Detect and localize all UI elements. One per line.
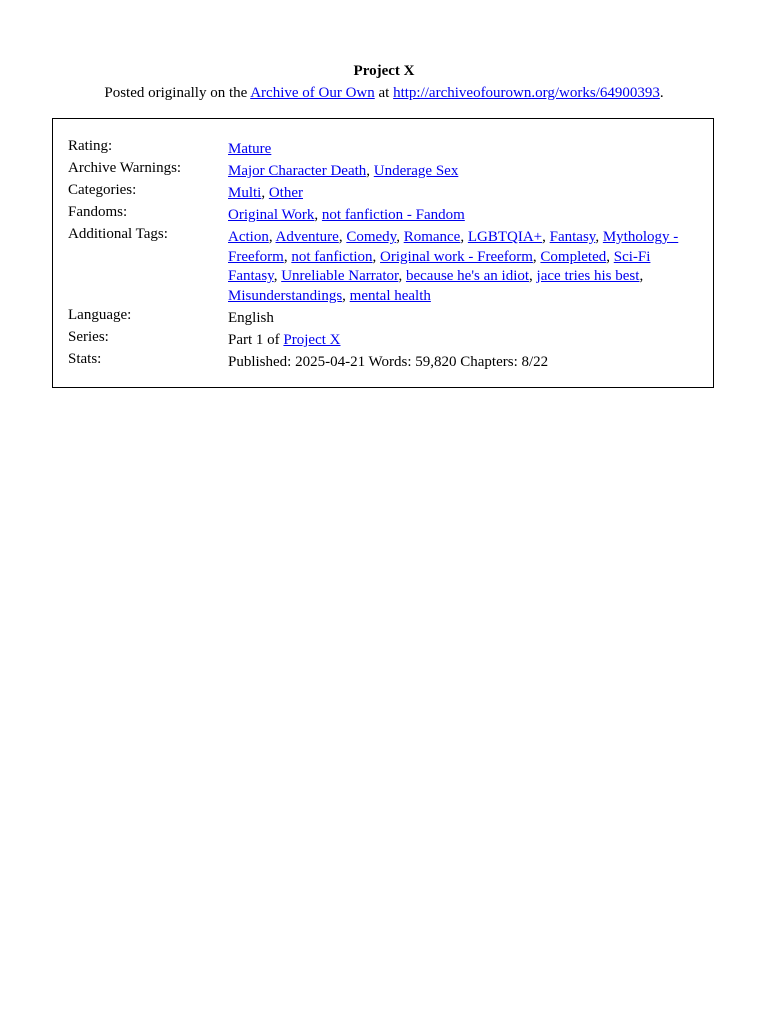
warnings-tags: Major Character Death, Underage Sex — [228, 163, 459, 179]
work-meta-box — [52, 118, 714, 388]
work-url-link[interactable]: http://archiveofourown.org/works/64900393 — [393, 84, 660, 101]
tag-link[interactable]: jace tries his best — [536, 268, 640, 284]
tag-link[interactable]: Original Work — [228, 207, 315, 223]
meta-row-stats — [68, 350, 698, 372]
stats-label: Stats: — [68, 351, 102, 367]
tag-link[interactable]: not fanfiction - Fandom — [321, 207, 465, 223]
additional-tags: Action, Adventure, Comedy, Romance, LGBTQIA+, Fantasy, Mythology - Freeform, not fanfiction, Original work - Freeform, Completed, Sci-Fi Fantasy, Unreliable Narrator, because he's an idiot, jace tries his best, Misunderstandings, mental health — [228, 229, 679, 304]
meta-row-rating — [68, 137, 698, 159]
posted-originally-line — [0, 84, 768, 104]
tag-link[interactable]: because he's an idiot — [405, 268, 530, 284]
additional-tags-label: Additional Tags: — [68, 226, 168, 242]
tag-link[interactable]: Underage Sex — [373, 163, 459, 179]
work-title: Project X — [353, 63, 415, 79]
tag-link[interactable]: Original work - Freeform — [380, 248, 533, 265]
tag-link[interactable]: Mature — [228, 141, 272, 157]
meta-row-warnings — [68, 159, 698, 181]
tag-link[interactable]: Completed — [540, 248, 607, 265]
tag-link[interactable]: LGBTQIA+ — [467, 229, 543, 245]
work-meta-table — [68, 137, 698, 372]
tag-link[interactable]: Mythology - Freeform — [228, 229, 679, 265]
fandoms-tags: Original Work, not fanfiction - Fandom — [228, 207, 465, 223]
meta-row-additional-tags — [68, 225, 698, 306]
tag-link[interactable]: Fantasy — [549, 229, 596, 245]
language-value: English — [228, 310, 274, 326]
meta-row-series — [68, 328, 698, 350]
tag-link[interactable]: Other — [268, 185, 303, 201]
warnings-label: Archive Warnings: — [68, 160, 182, 176]
tag-link[interactable]: Misunderstandings — [228, 287, 343, 304]
meta-row-language — [68, 306, 698, 328]
language-label: Language: — [68, 307, 132, 323]
tag-link[interactable]: Multi — [228, 185, 262, 201]
fandoms-label: Fandoms: — [68, 204, 128, 220]
series-label: Series: — [68, 329, 109, 345]
tag-link[interactable]: Comedy — [346, 229, 397, 245]
rating-label: Rating: — [68, 138, 113, 154]
tag-link[interactable]: Romance — [403, 229, 461, 245]
series-prefix: Part 1 of — [228, 332, 284, 348]
work-header — [0, 62, 768, 103]
tag-link[interactable]: Adventure — [275, 229, 339, 245]
meta-row-categories — [68, 181, 698, 203]
categories-tags: Multi, Other — [228, 185, 303, 201]
tag-link[interactable]: not fanfiction — [291, 248, 373, 265]
archive-link[interactable]: Archive of Our Own — [250, 84, 375, 101]
rating-tags — [228, 137, 698, 159]
tag-link[interactable]: Sci-Fi Fantasy — [228, 248, 651, 284]
tag-link[interactable]: Action — [228, 229, 269, 245]
series-link[interactable]: Project X — [283, 332, 341, 348]
tag-link[interactable]: Major Character Death — [228, 163, 367, 179]
period: . — [659, 84, 664, 101]
posted-prefix: Posted originally on the — [104, 84, 251, 101]
series-value — [228, 328, 698, 350]
at-text: at — [374, 84, 394, 101]
tag-link[interactable]: Unreliable Narrator — [281, 268, 399, 284]
meta-row-fandoms — [68, 203, 698, 225]
tag-link[interactable]: mental health — [349, 287, 431, 304]
stats-value: Published: 2025-04-21 Words: 59,820 Chapters: 8/22 — [228, 354, 549, 370]
categories-label: Categories: — [68, 182, 137, 198]
